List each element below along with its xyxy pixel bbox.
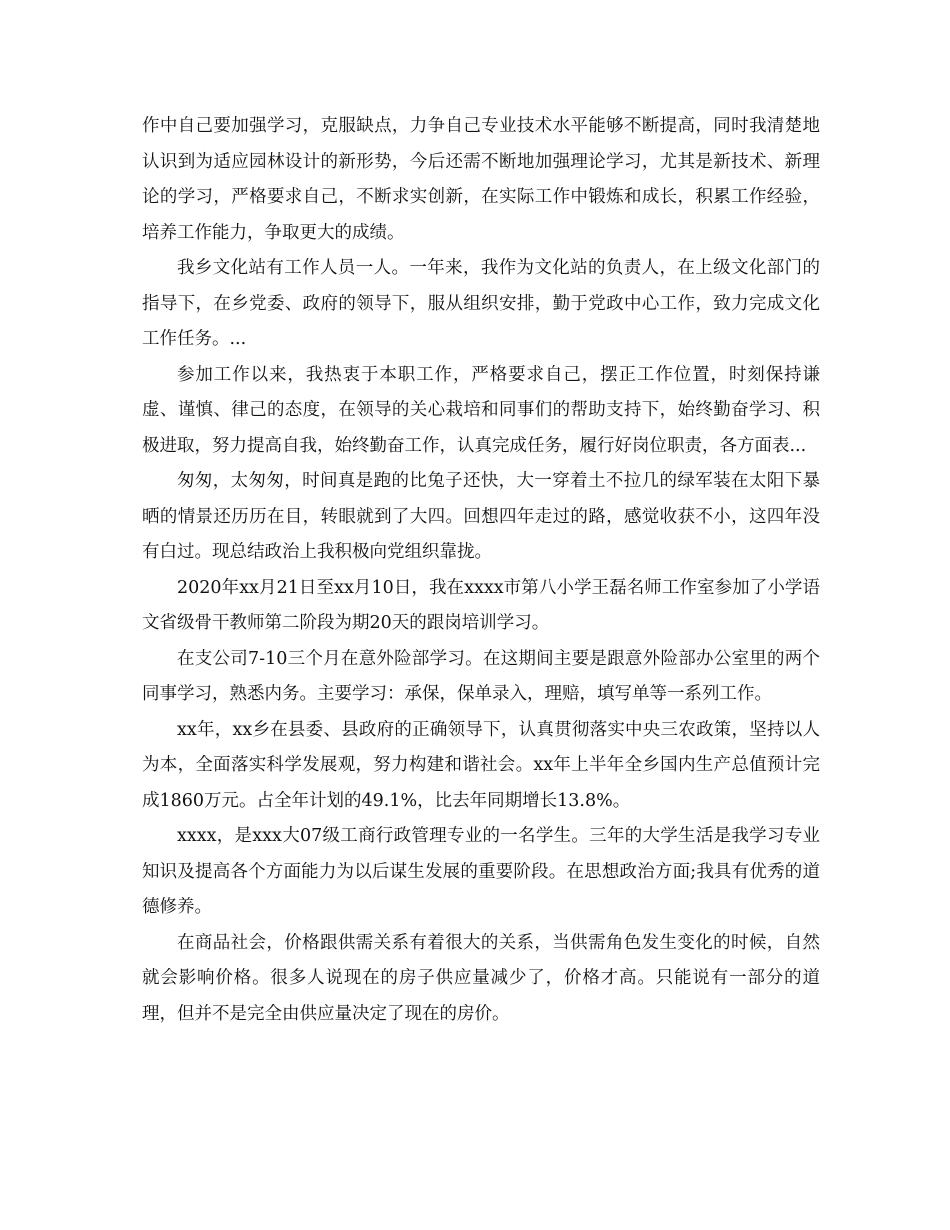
paragraph-work-attitude: 参加工作以来，我热衷于本职工作，严格要求自己，摆正工作位置，时刻保持谦虚、谨慎、律己的态度，在领导的关心栽培和同事们的帮助支持下，始终勤奋学习、积极进取，努力提高自我，始终勤奋工作，认真完成任务，履行好岗位职责，各方面表... — [142, 364, 820, 456]
paragraph-university-years: 匆匆，太匆匆，时间真是跑的比兔子还快，大一穿着土不拉几的绿军装在太阳下暴晒的情景还历历在目，转眼就到了大四。回想四年走过的路，感觉收获不小，这四年没有白过。现总结政治上我积极向党组织靠拢。 — [142, 471, 820, 562]
paragraph-student-profile: xxxx，是xxx大07级工商行政管理专业的一名学生。三年的大学生活是我学习专业知识及提高各个方面能力为以后谋生发展的重要阶段。在思想政治方面;我具有优秀的道德修养。 — [142, 826, 820, 917]
paragraph-township-report: xx年，xx乡在县委、县政府的正确领导下，认真贯彻落实中央三农政策，坚持以人为本，全面落实科学发展观，努力构建和谐社会。xx年上半年全乡国内生产总值预计完成1860万元。占全年计划的49.1%，比去年同期增长13.8%。 — [142, 719, 820, 811]
paragraph-insurance-study: 在支公司7-10三个月在意外险部学习。在这期间主要是跟意外险部办公室里的两个同事学习，熟悉内务。主要学习：承保，保单录入，理赔，填写单等一系列工作。 — [142, 648, 820, 704]
document-body — [142, 109, 820, 1032]
paragraph-culture-station: 我乡文化站有工作人员一人。一年来，我作为文化站的负责人，在上级文化部门的指导下，在乡党委、政府的领导下，服从组织安排，勤于党政中心工作，致力完成文化工作任务。... — [142, 258, 820, 349]
paragraph-teacher-training: 2020年xx月21日至xx月10日，我在xxxx市第八小学王磊名师工作室参加了小学语文省级骨干教师第二阶段为期20天的跟岗培训学习。 — [142, 577, 820, 633]
paragraph-continuation: 作中自己要加强学习，克服缺点，力争自己专业技术水平能够不断提高，同时我清楚地认识到为适应园林设计的新形势，今后还需不断地加强理论学习，尤其是新技术、新理论的学习，严格要求自己，不断求实创新，在实际工作中锻炼和成长，积累工作经验，培养工作能力，争取更大的成绩。 — [142, 116, 820, 243]
paragraph-housing-prices: 在商品社会，价格跟供需关系有着很大的关系，当供需角色发生变化的时候，自然就会影响价格。很多人说现在的房子供应量减少了，价格才高。只能说有一部分的道理，但并不是完全由供应量决定了现在的房价。 — [142, 932, 820, 1024]
